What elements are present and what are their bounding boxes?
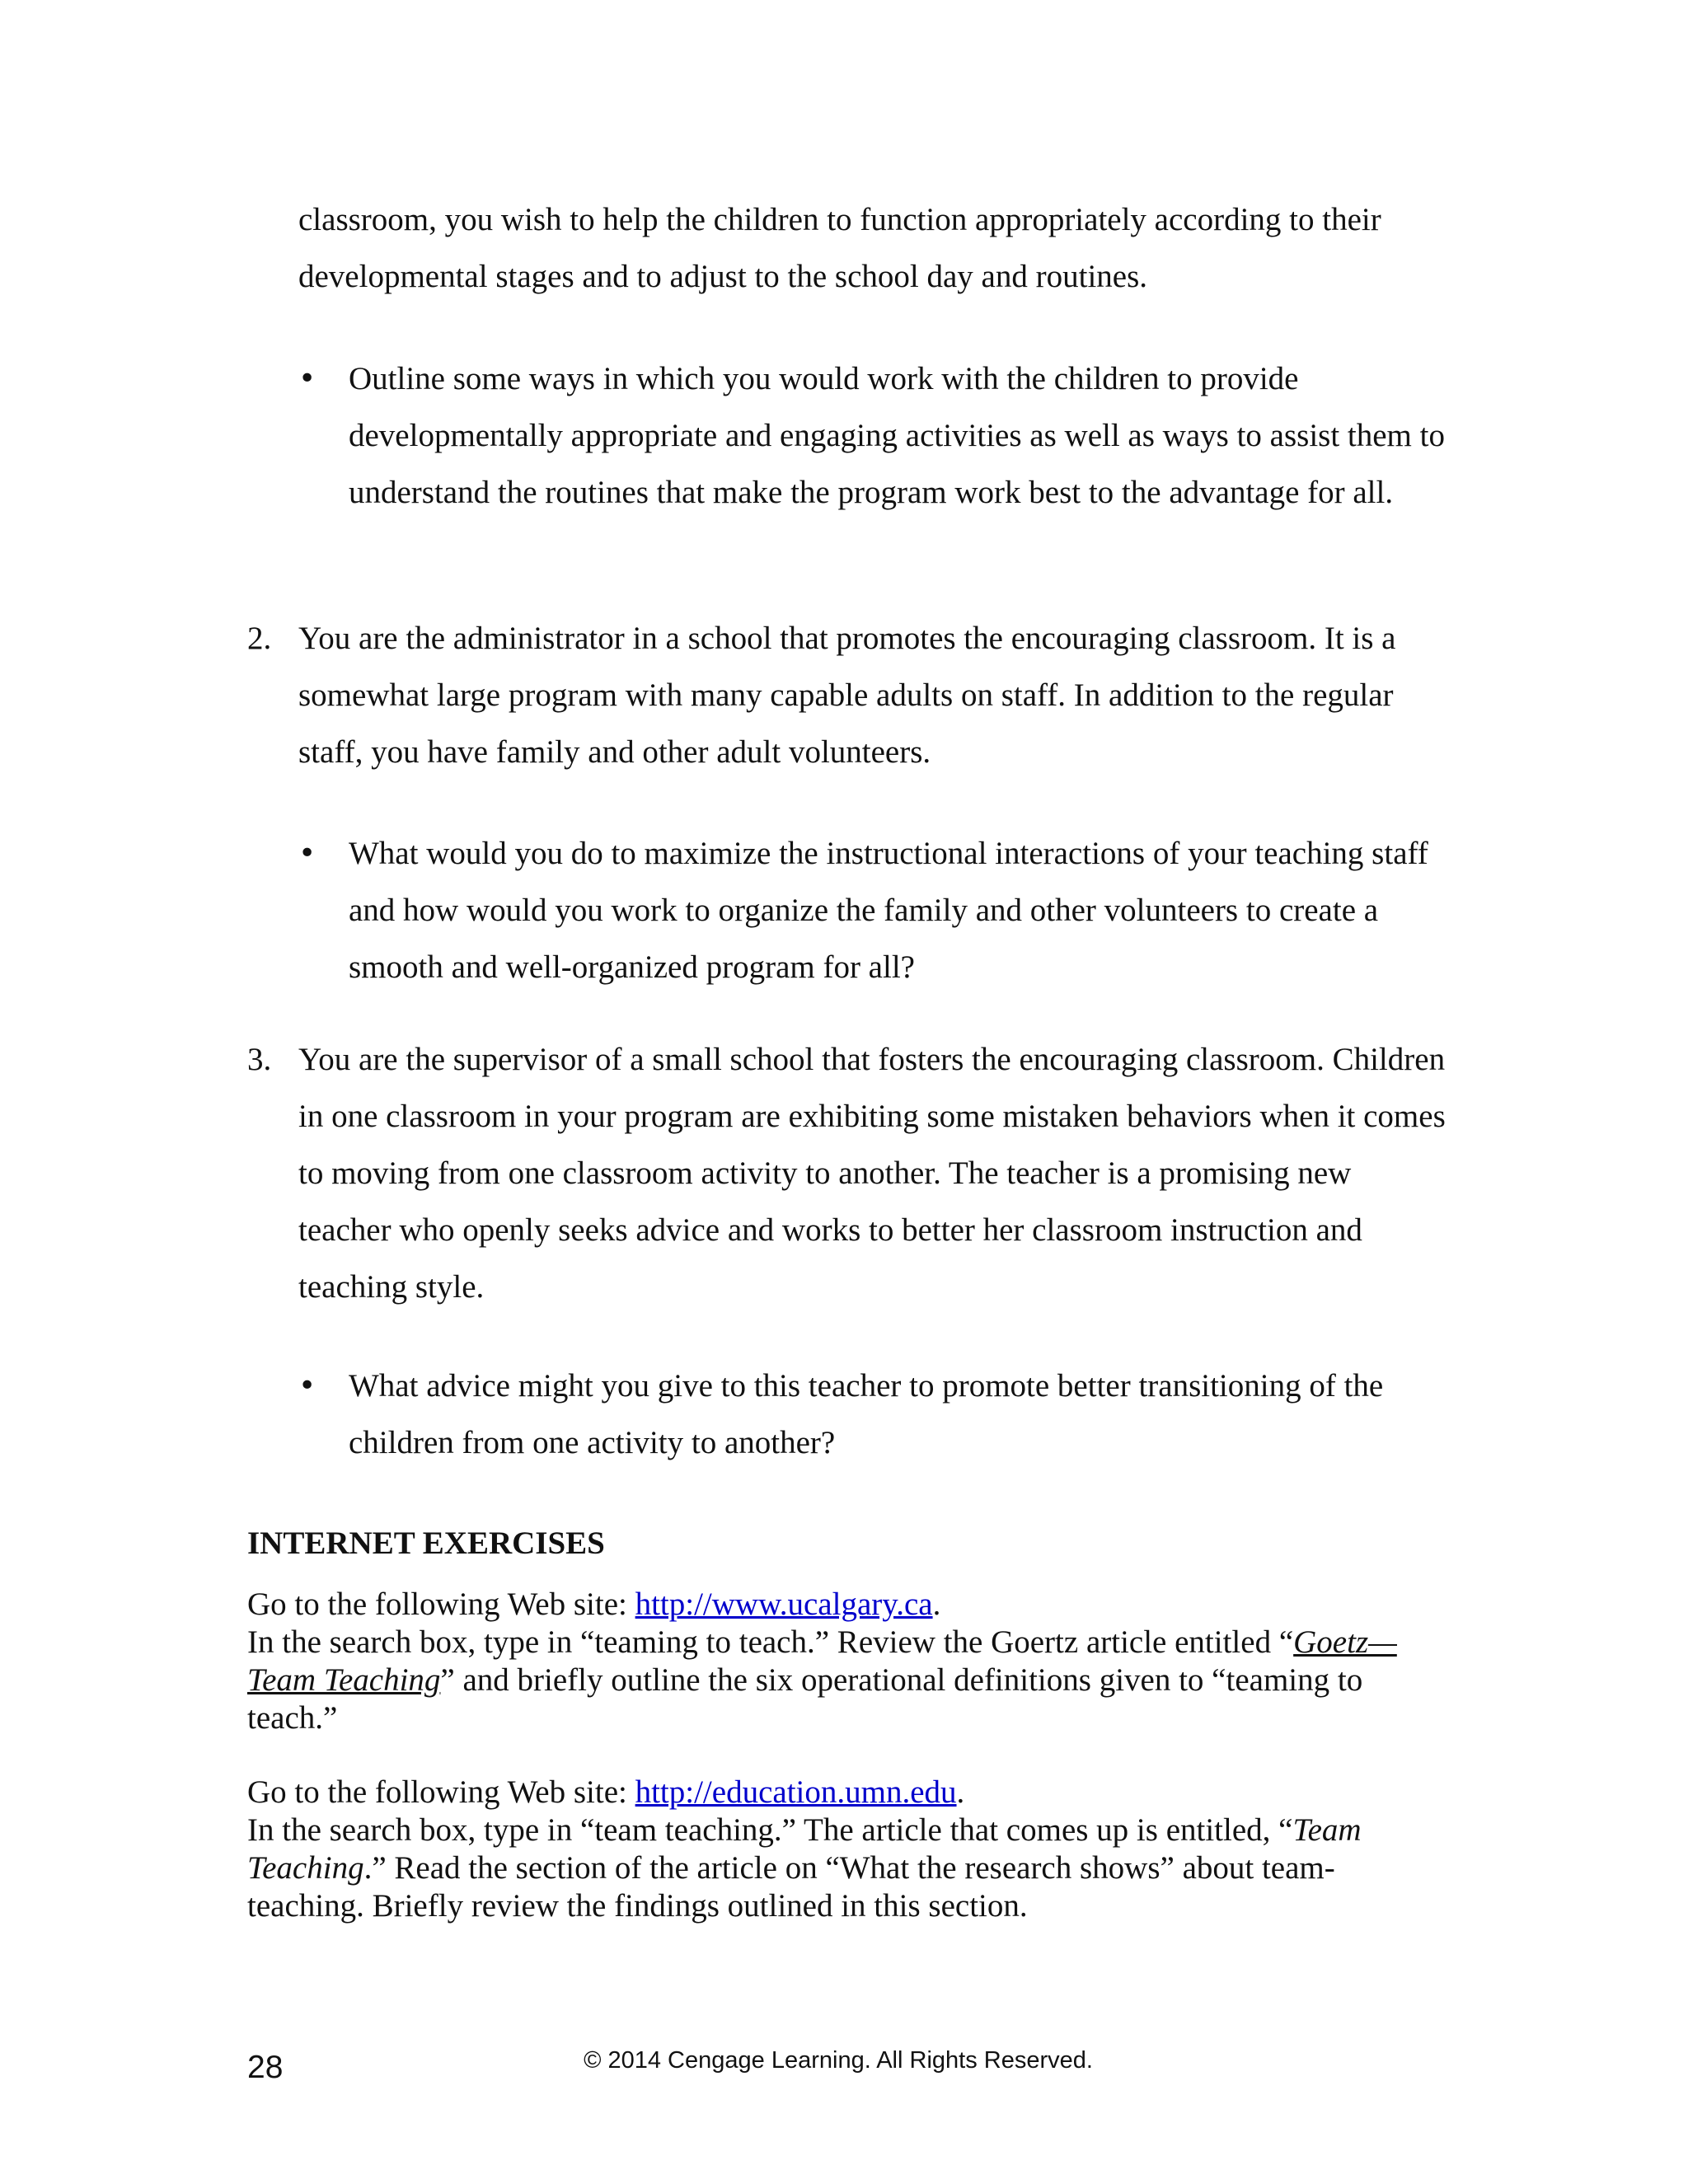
intro-text: Go to the following Web site: xyxy=(247,1774,635,1810)
exercise-intro-line xyxy=(247,1774,1451,1811)
intro-text: Go to the following Web site: xyxy=(247,1586,635,1622)
copyright-notice xyxy=(0,2046,1688,2075)
bullet-text: Outline some ways in which you would work with the children to provide developmentally appropriate and engaging activities as well as ways to assist them to understand the routines that make the program work best to the advantage for all. xyxy=(349,361,1445,510)
page-number: 28 xyxy=(247,2050,284,2085)
item-number: 2. xyxy=(247,621,272,656)
instructions-text-b: ” and briefly outline the six operational definitions given to “teaming to teach.” xyxy=(247,1662,1363,1736)
bullet-symbol: • xyxy=(298,362,316,396)
bullet-text: What would you do to maximize the instructional interactions of your teaching staff and how would you work to organize the family and other volunteers to create a smooth and well-organized program for all? xyxy=(349,836,1428,985)
bullet-text: What advice might you give to this teacher to promote better transitioning of the children from one activity to another? xyxy=(349,1368,1384,1460)
link-suffix: . xyxy=(932,1586,941,1622)
instructions-text-b: .” Read the section of the article on “What the research shows” about team-teaching. Briefly review the findings outlined in this section. xyxy=(247,1850,1335,1924)
numbered-item-3 xyxy=(247,1031,1451,1315)
copyright-text: © 2014 Cengage Learning. All Rights Reserved. xyxy=(584,2047,1093,2074)
exercise-intro-line xyxy=(247,1586,1451,1624)
bullet-symbol: • xyxy=(298,837,316,870)
instructions-text-a: In the search box, type in “teaming to teach.” Review the Goertz article entitled “ xyxy=(247,1624,1294,1660)
article-title: Goetz—Team Teaching xyxy=(247,1624,1397,1698)
item-number: 3. xyxy=(247,1042,272,1077)
article-title: Team Teaching xyxy=(247,1812,1362,1886)
internet-exercise-2 xyxy=(247,1774,1451,1925)
exercise-instructions xyxy=(247,1811,1451,1925)
website-link[interactable]: http://education.umn.edu xyxy=(635,1774,957,1810)
link-suffix: . xyxy=(956,1774,965,1810)
section-heading: INTERNET EXERCISES xyxy=(247,1526,605,1561)
bullet-item-3 xyxy=(298,1357,1469,1471)
bullet-symbol: • xyxy=(298,1369,316,1403)
instructions-text-a: In the search box, type in “team teaching.” The article that comes up is entitled, “ xyxy=(247,1812,1293,1848)
item-text: You are the administrator in a school that promotes the encouraging classroom. It is a somewhat large program with many capable adults on staff. In addition to the regular staff, you have family and other adult volunteers. xyxy=(298,621,1396,770)
website-link[interactable]: http://www.ucalgary.ca xyxy=(635,1586,933,1622)
bullet-item-1 xyxy=(298,350,1469,521)
item-text: You are the supervisor of a small school that fosters the encouraging classroom. Children in one classroom in your program are exhibiting some mistaken behaviors when it comes to moving from one classroom activity to another. The teacher is a promising new teacher who openly seeks advice and works to better her classroom instruction and teaching style. xyxy=(298,1042,1446,1305)
continuation-paragraph: classroom, you wish to help the children to function appropriately according to their developmental stages and to adjust to the school day and routines. xyxy=(298,202,1381,294)
numbered-item-2 xyxy=(247,610,1451,780)
exercise-instructions xyxy=(247,1624,1451,1737)
bullet-item-2 xyxy=(298,825,1469,996)
internet-exercise-1 xyxy=(247,1586,1451,1737)
